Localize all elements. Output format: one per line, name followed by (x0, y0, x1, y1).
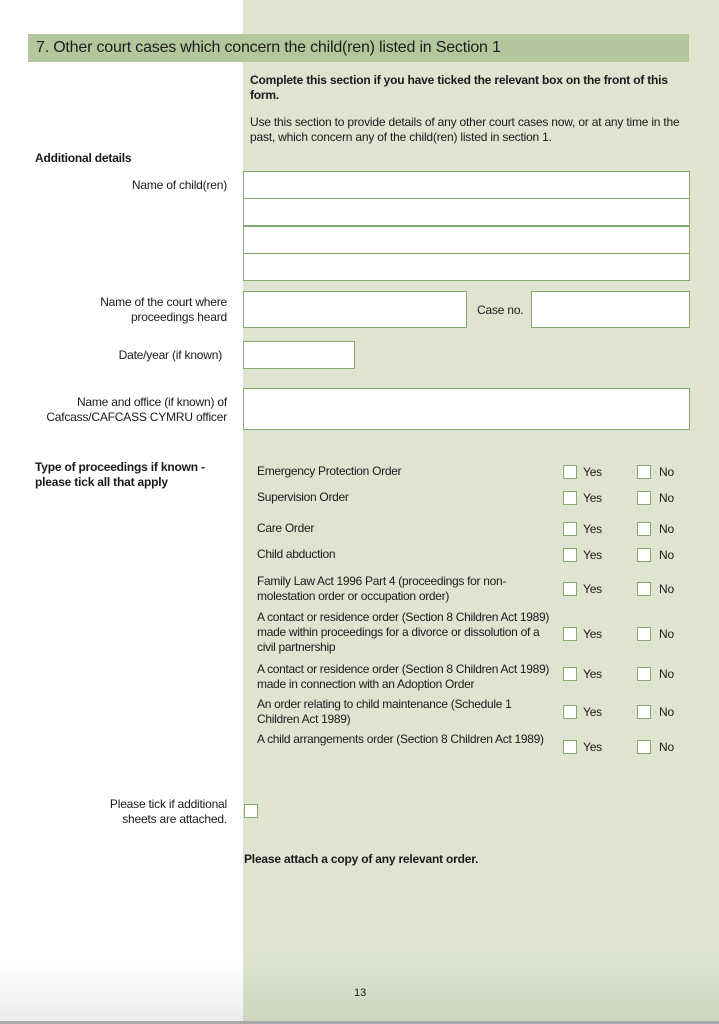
proceedings-heading-line1: Type of proceedings if known - (35, 460, 205, 474)
proceeding-no-checkbox[interactable] (637, 627, 651, 641)
child-name-field-1[interactable] (243, 171, 690, 199)
yes-option-label: Yes (583, 627, 602, 641)
proceeding-label: Supervision Order (257, 490, 349, 504)
no-option-label: No (659, 491, 674, 505)
proceeding-yes-checkbox[interactable] (563, 465, 577, 479)
case-no-field[interactable] (531, 291, 690, 328)
child-name-field-4[interactable] (243, 253, 690, 281)
proceeding-no-checkbox[interactable] (637, 491, 651, 505)
additional-details-heading: Additional details (35, 151, 132, 165)
proceeding-yes-checkbox[interactable] (563, 582, 577, 596)
proceeding-label: A contact or residence order (Section 8 Children Act 1989) made in connection with an Adoption Order (257, 662, 550, 691)
cafcass-label-line2: Cafcass/CAFCASS CYMRU officer (46, 410, 227, 424)
cafcass-officer-field[interactable] (243, 388, 690, 430)
proceeding-no-checkbox[interactable] (637, 740, 651, 754)
proceeding-label: Care Order (257, 521, 315, 535)
court-name-label-line2: proceedings heard (130, 310, 227, 324)
cafcass-label-line1: Name and office (if known) of (76, 395, 227, 409)
name-of-children-label: Name of child(ren) (131, 178, 227, 192)
proceeding-no-checkbox[interactable] (637, 522, 651, 536)
yes-option-label: Yes (583, 705, 602, 719)
page-bottom-shade (0, 960, 243, 1021)
yes-option-label: Yes (583, 522, 602, 536)
child-name-field-2[interactable] (243, 198, 690, 226)
proceeding-no-checkbox[interactable] (637, 705, 651, 719)
court-name-label-line1: Name of the court where (100, 295, 227, 309)
proceeding-label: An order relating to child maintenance (Schedule 1 Children Act 1989) (257, 697, 512, 726)
proceeding-yes-checkbox[interactable] (563, 491, 577, 505)
child-name-field-3[interactable] (243, 226, 690, 254)
no-option-label: No (659, 705, 674, 719)
cafcass-officer-label (46, 395, 227, 425)
additional-sheets-label-line1: Please tick if additional (109, 797, 227, 811)
court-name-label (100, 295, 227, 325)
proceeding-label: A child arrangements order (Section 8 Children Act 1989) (257, 732, 544, 746)
no-option-label: No (659, 740, 674, 754)
date-field[interactable] (243, 341, 355, 369)
proceeding-yes-checkbox[interactable] (563, 667, 577, 681)
additional-sheets-checkbox[interactable] (244, 804, 258, 818)
page-number: 13 (354, 987, 367, 999)
proceeding-label: Child abduction (257, 547, 336, 561)
proceeding-yes-checkbox[interactable] (563, 627, 577, 641)
proceeding-yes-checkbox[interactable] (563, 548, 577, 562)
date-label: Date/year (if known) (118, 348, 222, 362)
yes-option-label: Yes (583, 667, 602, 681)
proceeding-no-checkbox[interactable] (637, 548, 651, 562)
court-name-field[interactable] (243, 291, 467, 328)
proceeding-label: A contact or residence order (Section 8 Children Act 1989) made within proceedings for a divorce or dissolution of a civil partnership (257, 610, 550, 654)
proceeding-no-checkbox[interactable] (637, 582, 651, 596)
yes-option-label: Yes (583, 465, 602, 479)
no-option-label: No (659, 582, 674, 596)
additional-sheets-label (110, 797, 227, 827)
proceeding-no-checkbox[interactable] (637, 465, 651, 479)
yes-option-label: Yes (583, 582, 602, 596)
proceedings-heading (35, 460, 205, 490)
yes-option-label: Yes (583, 740, 602, 754)
no-option-label: No (659, 465, 674, 479)
no-option-label: No (659, 548, 674, 562)
no-option-label: No (659, 522, 674, 536)
proceeding-label: Family Law Act 1996 Part 4 (proceedings for non-molestation order or occupation order) (257, 574, 507, 603)
intro-description: Use this section to provide details of any other court cases now, or at any time in the past, which concern any of the child(ren) listed in section 1. (250, 115, 680, 144)
proceeding-yes-checkbox[interactable] (563, 522, 577, 536)
yes-option-label: Yes (583, 491, 602, 505)
proceeding-yes-checkbox[interactable] (563, 740, 577, 754)
proceedings-heading-line2: please tick all that apply (35, 475, 168, 489)
proceeding-label: Emergency Protection Order (257, 464, 402, 478)
additional-sheets-label-line2: sheets are attached. (122, 812, 227, 826)
yes-option-label: Yes (583, 548, 602, 562)
attach-order-note: Please attach a copy of any relevant order. (244, 852, 479, 866)
no-option-label: No (659, 627, 674, 641)
form-field-panel (243, 0, 719, 1021)
no-option-label: No (659, 667, 674, 681)
proceeding-no-checkbox[interactable] (637, 667, 651, 681)
case-no-label: Case no. (477, 303, 524, 317)
proceeding-yes-checkbox[interactable] (563, 705, 577, 719)
section-title: 7. Other court cases which concern the child(ren) listed in Section 1 (28, 34, 689, 62)
intro-instruction: Complete this section if you have ticked the relevant box on the front of this form. (250, 73, 668, 102)
